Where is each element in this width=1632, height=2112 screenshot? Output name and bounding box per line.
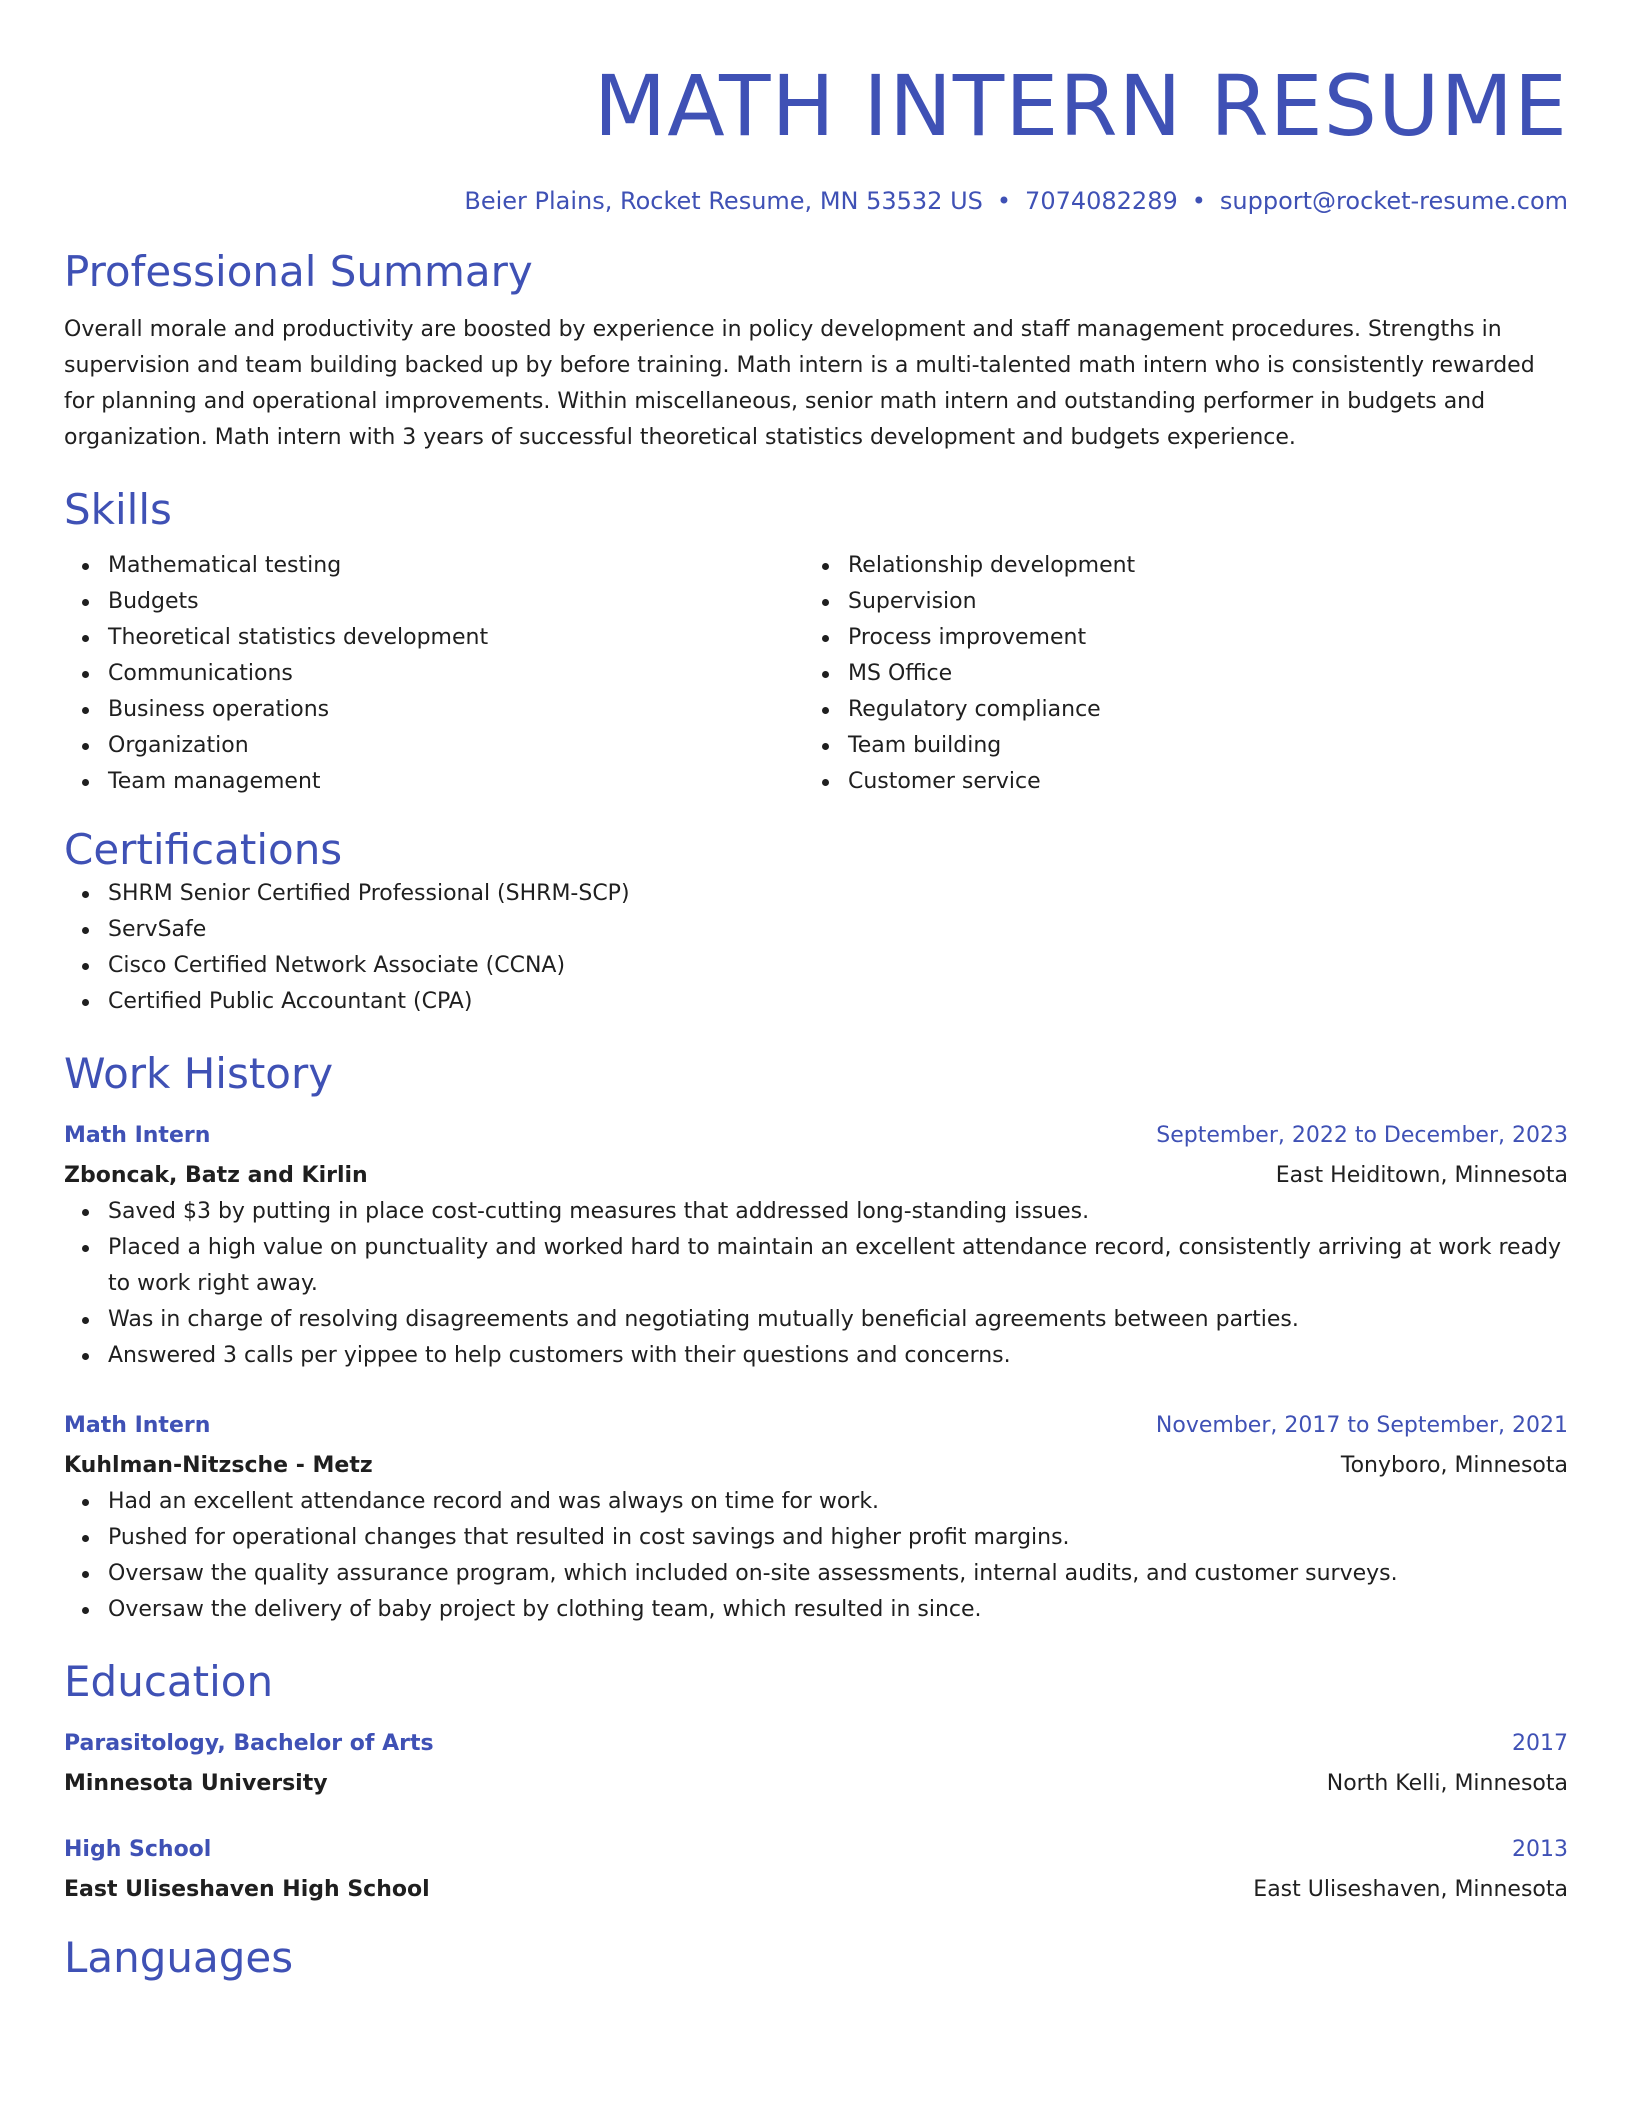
skill-item: Customer service: [804, 764, 1544, 800]
skills-section: [64, 484, 1568, 800]
job-bullet: Placed a high value on punctuality and worked hard to maintain an excellent attendance record, consistently arriving at work ready to work right away.: [64, 1230, 1568, 1302]
skills-columns: [64, 548, 1568, 800]
skill-item: Budgets: [64, 584, 804, 620]
education-header-row: [64, 1832, 1568, 1868]
job-bullet: Had an excellent attendance record and was always on time for work.: [64, 1484, 1568, 1520]
education-degree: Parasitology, Bachelor of Arts: [64, 1731, 434, 1756]
education-section: [64, 1656, 1568, 1908]
job-dates: September, 2022 to December, 2023: [1156, 1123, 1568, 1148]
education-location: North Kelli, Minnesota: [1326, 1771, 1568, 1796]
skill-item: Team building: [804, 728, 1544, 764]
skill-item: Relationship development: [804, 548, 1544, 584]
skill-item: Business operations: [64, 692, 804, 728]
skill-item: Supervision: [804, 584, 1544, 620]
job-bullet: Pushed for operational changes that resulted in cost savings and higher profit margins.: [64, 1520, 1568, 1556]
job-company: Zboncak, Batz and Kirlin: [64, 1163, 368, 1188]
education-year: 2013: [1512, 1837, 1568, 1862]
job-bullet: Saved $3 by putting in place cost-cutting measures that addressed long-standing issues.: [64, 1194, 1568, 1230]
education-school: Minnesota University: [64, 1771, 328, 1796]
summary-text: Overall morale and productivity are boosted by experience in policy development and staff management procedures. Strengths in supervision and team building backed up by before training. Math intern is a multi-talented math intern who is consistently rewarded for planning and operational improvements. Within miscellaneous, senior math intern and outstanding performer in budgets and organization. Math intern with 3 years of successful theoretical statistics development and budgets experience.: [64, 317, 1535, 450]
contact-email[interactable]: support@rocket-resume.com: [1219, 187, 1568, 215]
job-dates: November, 2017 to September, 2021: [1155, 1413, 1568, 1438]
education-location: East Uliseshaven, Minnesota: [1253, 1877, 1568, 1902]
job-bullet: Oversaw the delivery of baby project by clothing team, which resulted in since.: [64, 1592, 1568, 1628]
education-year: 2017: [1512, 1731, 1568, 1756]
certification-item: Certified Public Accountant (CPA): [64, 984, 1568, 1020]
skill-item: Process improvement: [804, 620, 1544, 656]
skills-list-right: [804, 548, 1544, 800]
skill-item: Communications: [64, 656, 804, 692]
job-location: East Heiditown, Minnesota: [1275, 1163, 1568, 1188]
contact-address: Beier Plains, Rocket Resume, MN 53532 US: [464, 187, 983, 215]
job-bullet: Was in charge of resolving disagreements and negotiating mutually beneficial agreements between parties.: [64, 1302, 1568, 1338]
job-entry: [64, 1118, 1568, 1374]
job-bullet-list: [64, 1194, 1568, 1374]
certifications-heading: Certifications: [64, 825, 343, 874]
education-school: East Uliseshaven High School: [64, 1877, 430, 1902]
education-school-row: [64, 1872, 1568, 1908]
job-bullet: Answered 3 calls per yippee to help customers with their questions and concerns.: [64, 1338, 1568, 1374]
job-bullet: Oversaw the quality assurance program, which included on-site assessments, internal audits, and customer surveys.: [64, 1556, 1568, 1592]
work-history-heading: Work History: [64, 1049, 334, 1098]
education-entry: [64, 1832, 1568, 1908]
education-header-row: [64, 1726, 1568, 1762]
contact-separator: •: [996, 187, 1012, 215]
certification-item: Cisco Certified Network Associate (CCNA): [64, 948, 1568, 984]
job-header-row: [64, 1118, 1568, 1154]
skill-item: Team management: [64, 764, 804, 800]
education-school-row: [64, 1766, 1568, 1802]
languages-section: [64, 1932, 1568, 1984]
job-company: Kuhlman-Nitzsche - Metz: [64, 1453, 373, 1478]
contact-phone: 7074082289: [1025, 187, 1178, 215]
contact-line: [64, 186, 1568, 216]
work-history-section: [64, 1048, 1568, 1628]
certifications-list: [64, 876, 1568, 1020]
skills-column-left: [64, 548, 804, 800]
education-degree: High School: [64, 1837, 212, 1862]
job-entry: [64, 1408, 1568, 1628]
skills-list-left: [64, 548, 804, 800]
job-company-row: [64, 1448, 1568, 1484]
summary-heading: Professional Summary: [64, 247, 533, 296]
resume-header: [64, 58, 1568, 216]
education-heading: Education: [64, 1657, 274, 1706]
job-role: Math Intern: [64, 1123, 211, 1148]
skill-item: Mathematical testing: [64, 548, 804, 584]
resume-title: MATH INTERN RESUME: [593, 57, 1568, 155]
skill-item: Theoretical statistics development: [64, 620, 804, 656]
skill-item: MS Office: [804, 656, 1544, 692]
contact-separator: •: [1191, 187, 1206, 215]
job-bullet-list: [64, 1484, 1568, 1628]
skills-column-right: [804, 548, 1544, 800]
certification-item: SHRM Senior Certified Professional (SHRM-SCP): [64, 876, 1568, 912]
education-entry: [64, 1726, 1568, 1802]
skills-heading: Skills: [64, 485, 172, 534]
job-header-row: [64, 1408, 1568, 1444]
certifications-section: [64, 824, 1568, 1020]
summary-section: [64, 246, 1568, 456]
job-company-row: [64, 1158, 1568, 1194]
skill-item: Organization: [64, 728, 804, 764]
languages-heading: Languages: [64, 1933, 294, 1982]
certification-item: ServSafe: [64, 912, 1568, 948]
job-location: Tonyboro, Minnesota: [1340, 1453, 1568, 1478]
skill-item: Regulatory compliance: [804, 692, 1544, 728]
job-role: Math Intern: [64, 1413, 211, 1438]
